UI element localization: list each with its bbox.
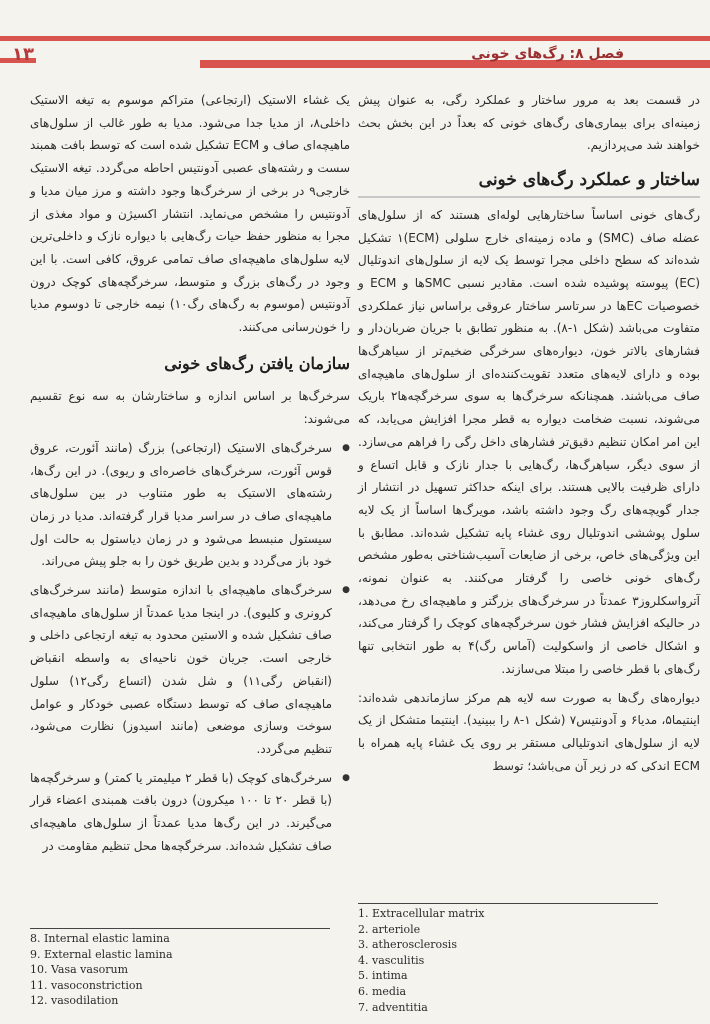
footnote: 9. External elastic lamina	[30, 947, 173, 961]
body-paragraph: رگ‌های خونی اساساً ساختارهایی لوله‌ای هستند که از سلول‌های عضله صاف (SMC) و ماده زمینه‌ای خارج سلولی (ECM)۱ تشکیل شده‌اند که سطح داخلی مجرا توسط یک لایه از سلول‌های اندوتلیال (EC) پیوسته پوشیده شده است. مقادیر نسبی SMCها و ECM و خصوصیات ECها در سرتاسر ساختار عروقی براساس نیاز عملکردی متفاوت می‌باشد (شکل ۱-۸). به منظور تطابق با جریان ضربان‌دار و فشارهای بالاتر خون، دیواره‌های سرخرگی ضخیم‌تر از سیاهرگ‌ها بوده و دارای لایه‌های متعدد تقویت‌کننده‌ای از سلول‌های ماهیچه‌ای صاف می‌باشند. همچنانکه سرخرگ‌ها به سوی سرخرگچه‌ها۲ باریک می‌شوند، نسبت ضخامت دیواره به قطر مجرا افزایش می‌یابد، که این امر امکان تنظیم دقیق‌تر فشارهای داخل رگی را فراهم می‌سازد. از سوی دیگر، سیاهرگ‌ها، رگ‌هایی با جدار نازک و قابل اتساع و دارای ظرفیت بالایی هستند. برای اینکه حداکثر تسهیل در انتشار از جدار گویچه‌های رگ وجود داشته باشد، مویرگ‌ها اساساً از یک لایه سلول پوششی اندوتلیال روی غشاء پایه تشکیل شده‌اند. مطابق با این ویژگی‌های خاص، برخی از ضایعات آسیب‌شناختی به‌طور مشخص رگ‌های خونی خاصی را گرفتار می‌کنند. به عنوان نمونه، آترواسکلروز۳ عمدتاً در سرخرگ‌های بزرگتر و ماهیچه‌ای رخ می‌دهد، در حالیکه افزایش فشار خون سرخرگچه‌های کوچک را گرفتار می‌کند، و اشکال خاصی از واسکولیت (آماس رگ)۴ به طور انتخابی تنها رگ‌های با قطر خاصی را مبتلا می‌سازند.	[358, 207, 701, 676]
left-column	[30, 89, 350, 864]
page-number: ۱۳	[12, 44, 34, 65]
list-item: ● سرخرگ‌های ماهیچه‌ای با اندازه متوسط (مانند سرخرگ‌های کرونری و کلیوی). در اینجا مدیا عمدتاً از سلول‌های ماهیچه‌ای صاف تشکیل شده و الاستین محدود به تیغه ارتجاعی داخلی و خارجی است. جریان خون ناحیه‌ای به واسطه انقباض (انقباض رگی۱۱) و شل شدن (اتساع رگی۱۲) سلول ماهیچه‌ای صاف که توسط دستگاه عصبی خودکار و عوامل سوخت وسازی موضعی (مانند اسیدوز) نظارت می‌شود، تنظیم می‌گردد.	[30, 579, 350, 761]
body-paragraph: سرخرگ‌ها بر اساس اندازه و ساختارشان به سه نوع تقسیم می‌شوند:	[30, 389, 350, 427]
footnote: 4. vasculitis	[358, 953, 425, 967]
footnote-divider	[358, 903, 658, 904]
footnote-divider	[30, 928, 330, 929]
body-paragraph: دیواره‌های رگ‌ها به صورت سه لایه هم مرکز سازماندهی شده‌اند: اینتیما۵، مدیا۶ و آدونتیس۷ (شکل ۱-۸ را ببینید). اینتیما متشکل از یک لایه از سلول‌های اندوتلیالی مستقر بر روی یک غشاء پایه همراه با ECM اندکی که در زیر آن می‌باشد؛ توسط	[358, 690, 700, 773]
footnote: 12. vasodilation	[30, 994, 119, 1008]
section-heading: سازمان یافتن رگ‌های خونی	[164, 353, 350, 373]
footnotes-left	[30, 931, 330, 1009]
right-column	[358, 89, 700, 783]
footnote: 2. arteriole	[358, 922, 421, 936]
footnote: 1. Extracellular matrix	[358, 907, 485, 920]
header-band-right	[200, 60, 710, 68]
footnote: 7. adventitia	[358, 1000, 428, 1014]
list-item: ● سرخرگ‌های الاستیک (ارتجاعی) بزرگ (مانند آئورت، عروق قوس آئورت، سرخرگ‌های خاصره‌ای و ریوی). در این رگ‌ها، رشته‌های الاستیک به طور متناوب در بین سلول‌های ماهیچه‌ای صاف در سراسر مدیا قرار گرفته‌اند. مدیا در زمان سیستول منبسط می‌شود و در زمان دیاستول به حالت اول خود باز می‌گردد و بدین طریق خون را به جلو پیش می‌راند.	[30, 437, 350, 573]
footnote: 10. Vasa vasorum	[30, 963, 128, 977]
footnote: 11. vasoconstriction	[30, 978, 143, 992]
footnote: 6. media	[358, 984, 407, 998]
section-heading: ساختار و عملکرد رگ‌های خونی	[358, 169, 700, 198]
header-band-top	[0, 36, 710, 41]
footnote: 8. Internal elastic lamina	[30, 932, 170, 945]
footnote: 5. intima	[358, 969, 408, 983]
intro-paragraph: در قسمت بعد به مرور ساختار و عملکرد رگی، به عنوان پیش زمینه‌ای برای بیماری‌های رگ‌های خونی که بعداً در این بخش بحث خواهند شد می‌پردازیم.	[358, 93, 700, 153]
chapter-title: فصل ۸: رگ‌های خونی	[471, 46, 624, 62]
footnote: 3. atherosclerosis	[358, 938, 457, 952]
body-paragraph: یک غشاء الاستیک (ارتجاعی) متراکم موسوم به تیغه الاستیک داخلی۸، از مدیا جدا می‌شود. مدیا به طور غالب از سلول‌های ماهیچه‌ای صاف و ECM تشکیل شده است که توسط بافت همبند سست و رشته‌های عصبی آدونتیس احاطه می‌گردد. تیغه الاستیک خارجی۹ در برخی از سرخرگ‌ها وجود داشته و مرز میان مدیا و آدونتیس را مشخص می‌نماید. انتشار اکسیژن و مواد مغذی از مجرا به منظور حفظ حیات رگ‌هایی با دیواره نازک و داخلی‌ترین لایه سلول‌های ماهیچه‌ای صاف تمامی عروق، کافی است. با این وجود در رگ‌های بزرگ و متوسط، سرخرگچه‌های کوچک درون آدونتیس (موسوم به رگ‌های رگ۱۰) نیمه خارجی تا دوسوم مدیا را خون‌رسانی می‌کنند.	[30, 93, 350, 335]
footnotes-right	[358, 906, 658, 1015]
list-item: ● سرخرگ‌های کوچک (با قطر ۲ میلیمتر یا کمتر) و سرخرگچه‌ها (با قطر ۲۰ تا ۱۰۰ میکرون) درون بافت همبندی اعضاء قرار می‌گیرند. در این رگ‌ها مدیا عمدتاً از سلول‌های ماهیچه‌ای صاف تشکیل شده‌اند. سرخرگچه‌ها محل تنظیم مقاومت در	[30, 767, 350, 858]
